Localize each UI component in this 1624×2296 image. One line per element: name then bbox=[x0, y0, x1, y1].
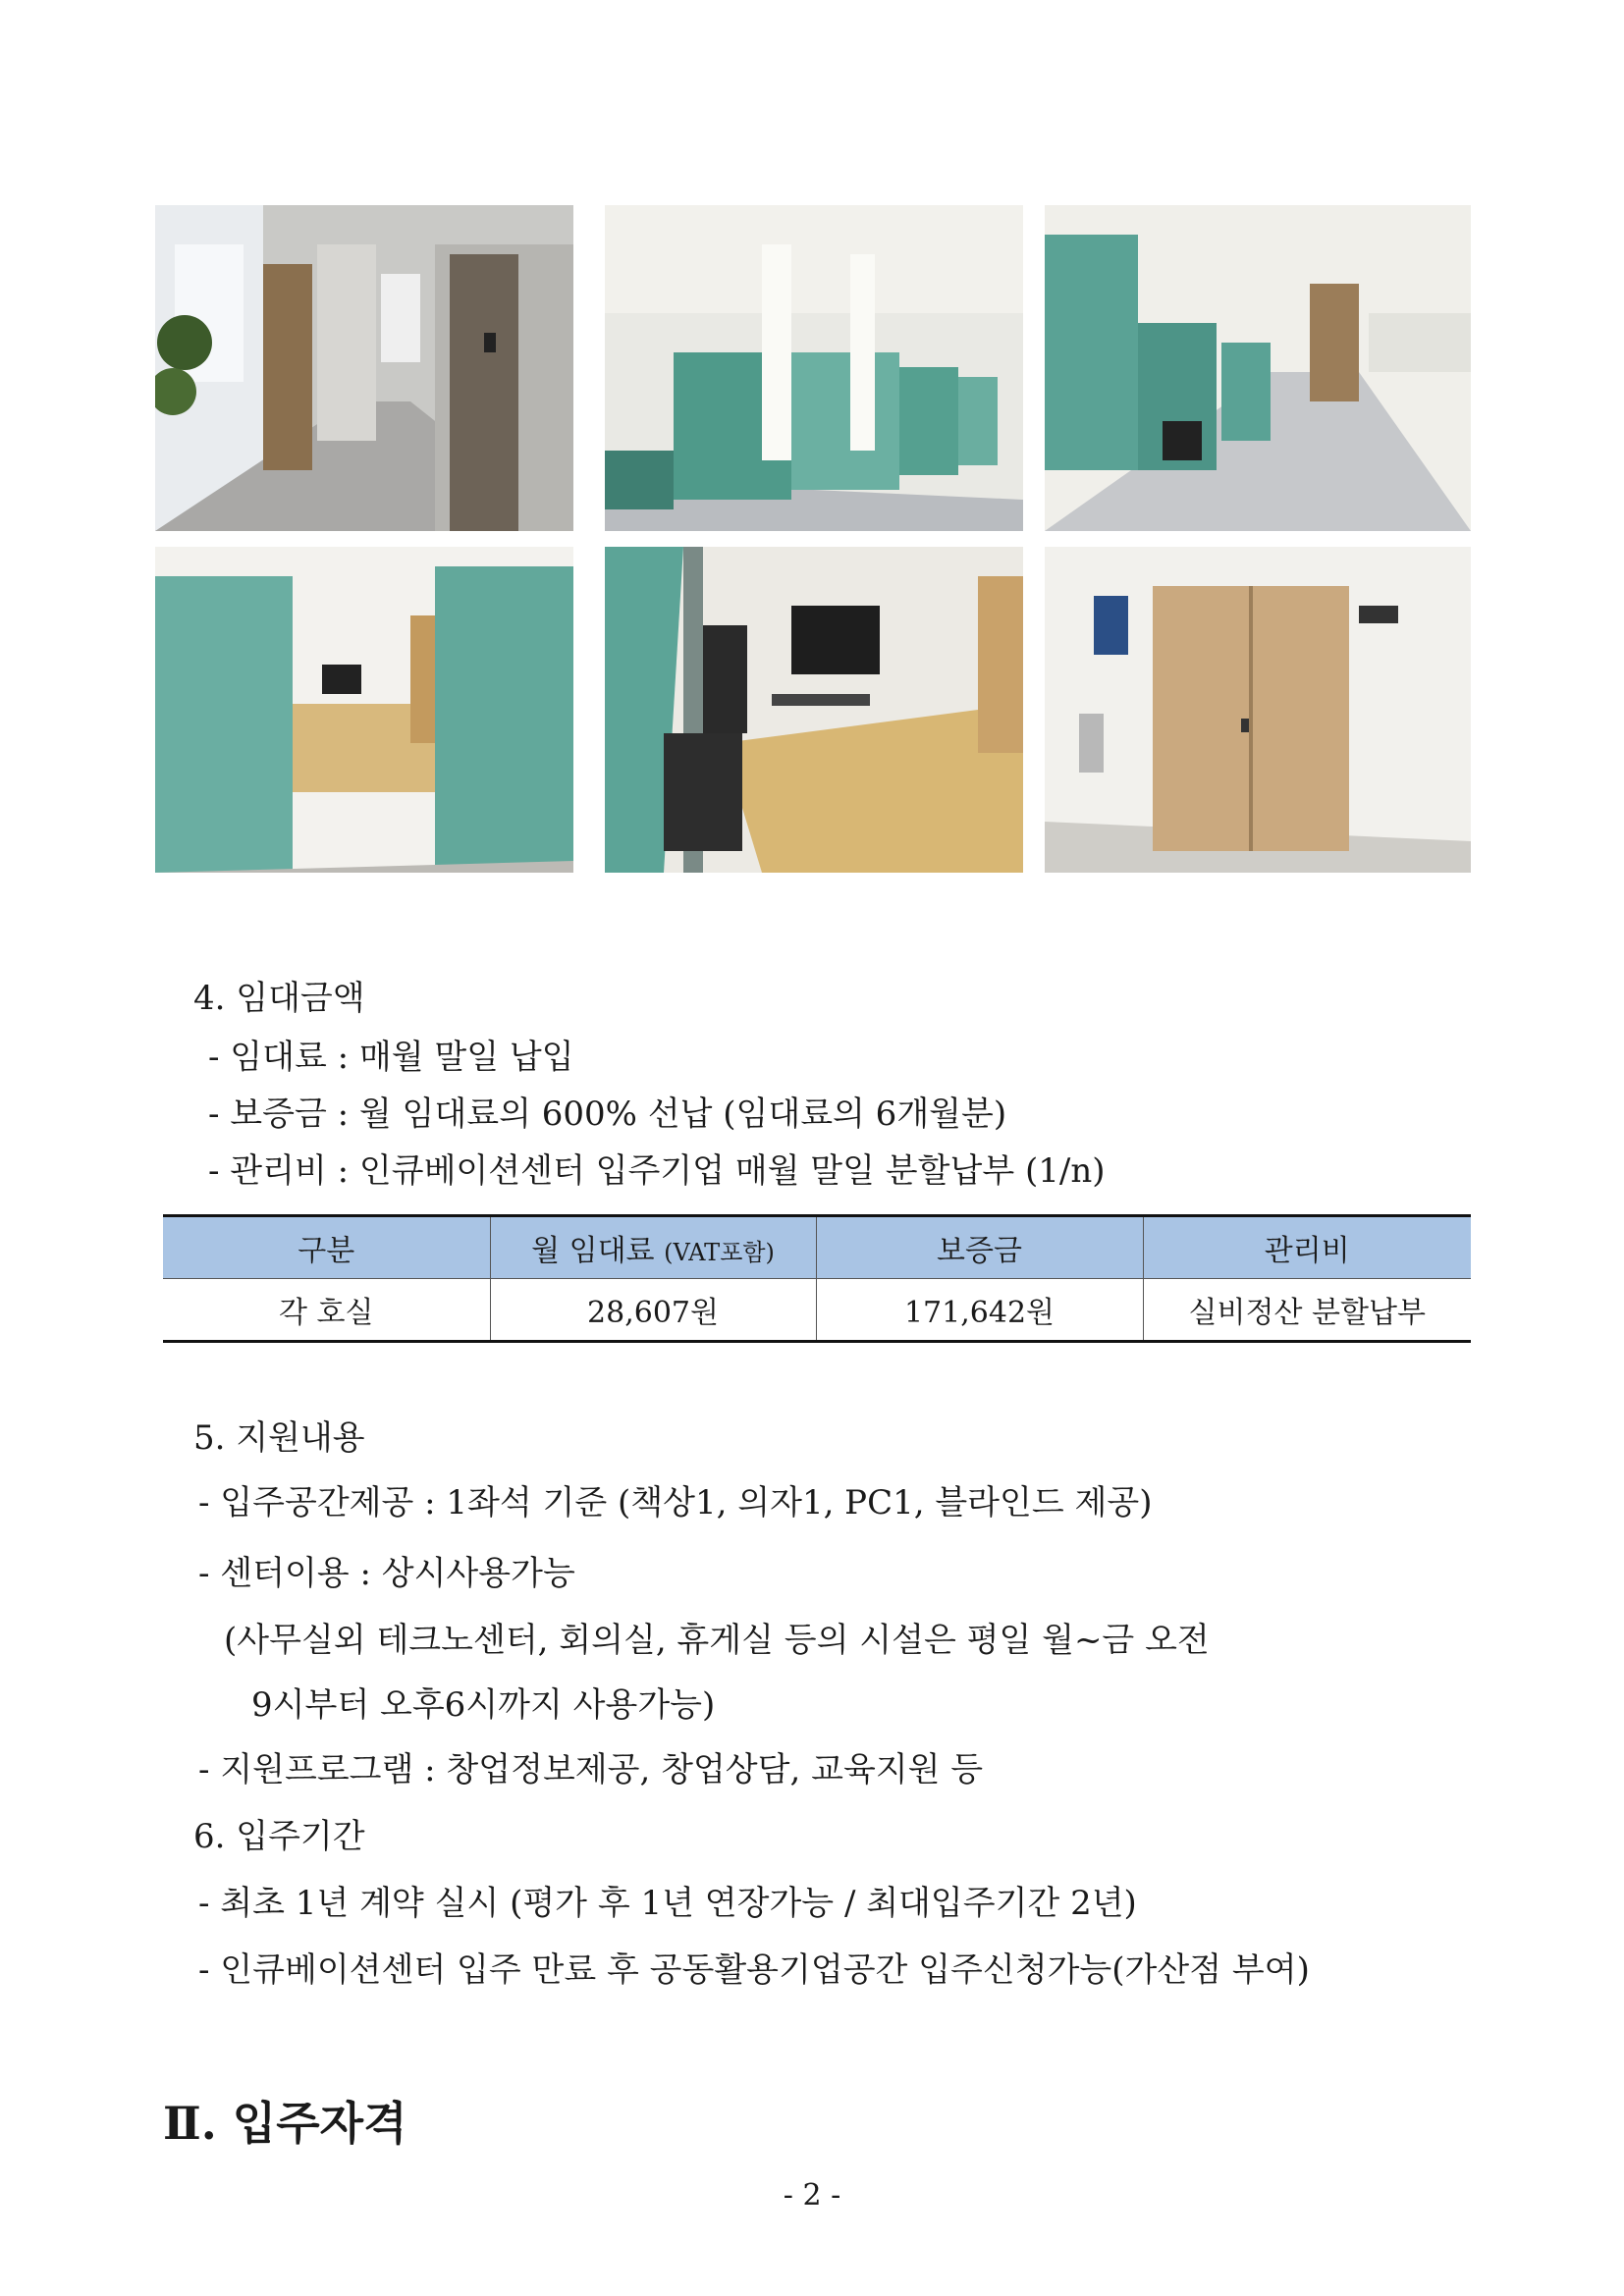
header-monthly-rent bbox=[490, 1216, 816, 1279]
space-provision-item: - 입주공간제공 : 1좌석 기준 (책상1, 의자1, PC1, 블라인드 제공) bbox=[198, 1483, 1153, 1522]
cell-maintenance-fee: 실비정산 분할납부 bbox=[1143, 1279, 1471, 1342]
section-4-heading: 4. 임대금액 bbox=[193, 979, 365, 1018]
cell-deposit: 171,642원 bbox=[816, 1279, 1143, 1342]
deposit-item: - 보증금 : 월 임대료의 600% 선납 (임대료의 6개월분) bbox=[208, 1095, 1007, 1134]
fee-table bbox=[163, 1214, 1471, 1343]
header-deposit: 보증금 bbox=[816, 1216, 1143, 1279]
entrance-door-photo bbox=[1045, 547, 1471, 873]
section-title: Ⅱ. 입주자격 bbox=[163, 2097, 407, 2150]
center-use-note-line2: 9시부터 오후6시까지 사용가능) bbox=[251, 1685, 716, 1725]
maintenance-fee-item: - 관리비 : 인큐베이션센터 입주기업 매월 말일 분할납부 (1/n) bbox=[208, 1151, 1106, 1191]
header-category: 구분 bbox=[163, 1216, 490, 1279]
corridor-partition-photo bbox=[1045, 205, 1471, 531]
support-program-item: - 지원프로그램 : 창업정보제공, 창업상담, 교육지원 등 bbox=[198, 1750, 984, 1789]
center-use-note-line1: (사무실외 테크노센터, 회의실, 휴게실 등의 시설은 평일 월~금 오전 bbox=[224, 1621, 1210, 1660]
table-row bbox=[163, 1279, 1471, 1342]
header-vat-note: (VAT포함) bbox=[664, 1239, 775, 1266]
section-6-heading: 6. 입주기간 bbox=[193, 1817, 365, 1856]
page-number: - 2 - bbox=[783, 2178, 841, 2213]
header-maintenance-fee: 관리비 bbox=[1143, 1216, 1471, 1279]
center-use-item: - 센터이용 : 상시사용가능 bbox=[198, 1554, 575, 1593]
fee-table-header-row bbox=[163, 1216, 1471, 1279]
rent-item: - 임대료 : 매월 말일 납입 bbox=[208, 1038, 574, 1077]
header-monthly-rent-label: 월 임대료 bbox=[531, 1234, 655, 1268]
workstation-monitor-photo bbox=[605, 547, 1023, 873]
cubicle-row-photo bbox=[605, 205, 1023, 531]
cubicle-desk-photo bbox=[155, 547, 573, 873]
cell-monthly-rent: 28,607원 bbox=[490, 1279, 816, 1342]
post-expiry-item: - 인큐베이션센터 입주 만료 후 공동활용기업공간 입주신청가능(가산점 부여) bbox=[198, 1950, 1310, 1990]
office-photo-grid bbox=[155, 205, 1471, 873]
cell-room: 각 호실 bbox=[163, 1279, 490, 1342]
section-5-heading: 5. 지원내용 bbox=[193, 1418, 365, 1458]
contract-term-item: - 최초 1년 계약 실시 (평가 후 1년 연장가능 / 최대입주기간 2년) bbox=[198, 1884, 1137, 1923]
hallway-door-photo bbox=[155, 205, 573, 531]
